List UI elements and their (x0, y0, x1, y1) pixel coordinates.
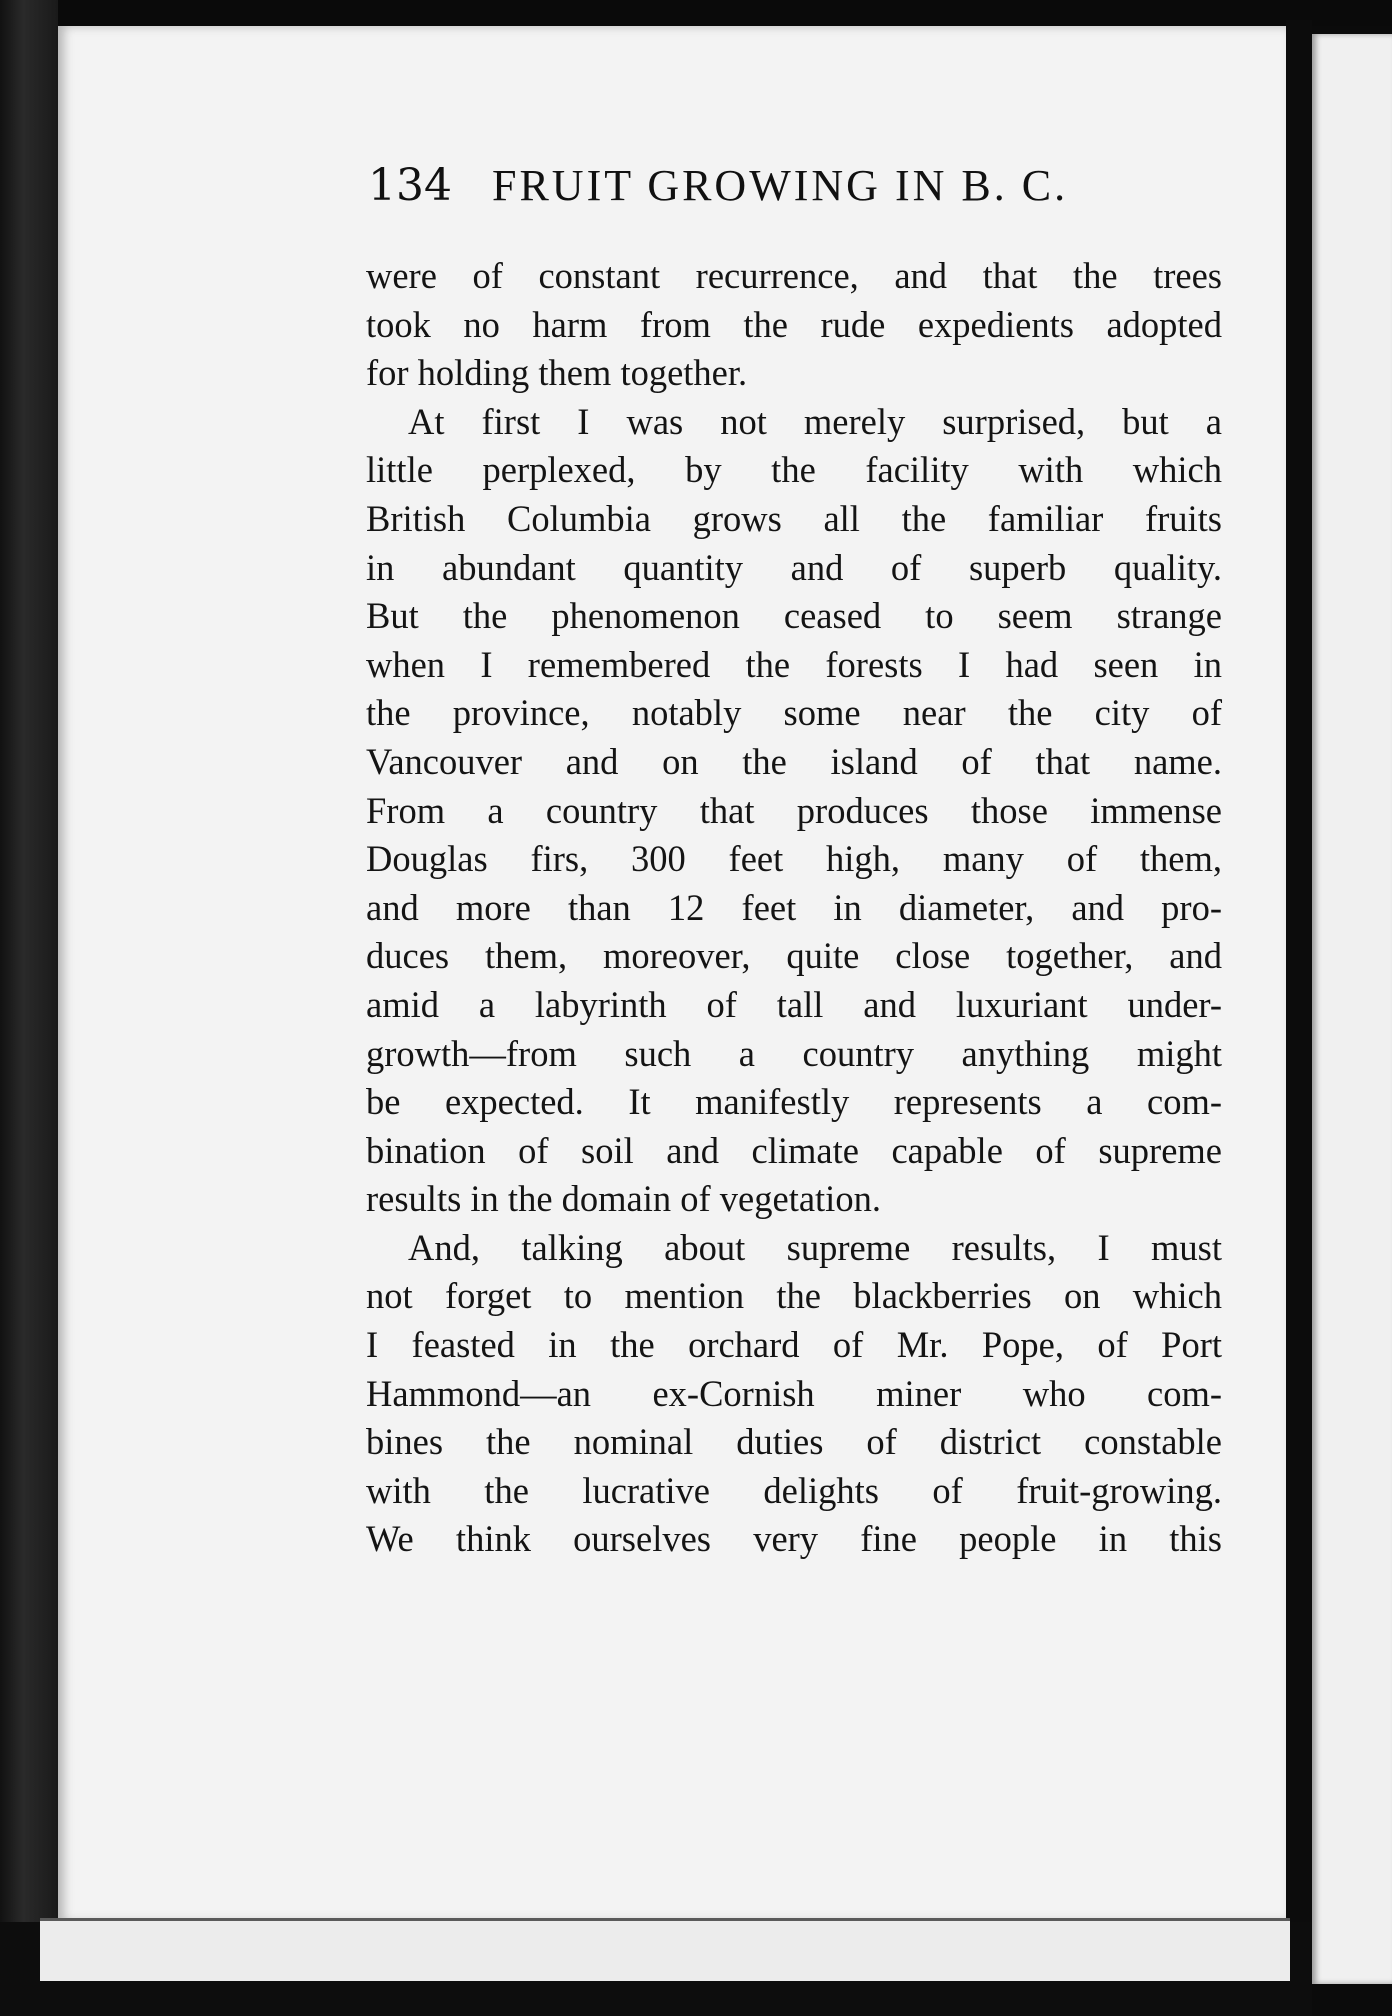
text-line: were of constant recurrence, and that the trees (366, 255, 1222, 296)
text-line: and more than 12 feet in diameter, and pro- (366, 886, 1222, 928)
text-line: We think ourselves very fine people in this (366, 1518, 1222, 1560)
text-line: bines the nominal duties of district constable (366, 1421, 1222, 1463)
running-title: FRUIT GROWING IN B. C. (491, 161, 1069, 210)
page-bottom-fold (40, 1918, 1290, 1981)
body-text (366, 252, 1222, 1564)
text-line: results in the domain of vegetation. (366, 1178, 881, 1220)
text-line: Vancouver and on the island of that name. (366, 740, 1222, 782)
book-left-edge (0, 0, 58, 2016)
running-header (368, 160, 1128, 211)
text-line: took no harm from the rude expedients adopted (366, 303, 1222, 345)
text-line: amid a labyrinth of tall and luxuriant under- (366, 983, 1222, 1025)
text-line: little perplexed, by the facility with which (366, 449, 1222, 491)
text-line: But the phenomenon ceased to seem strange (366, 595, 1222, 637)
scan-top-edge (0, 0, 1392, 26)
text-line: At first I was not merely surprised, but a (408, 400, 1222, 442)
text-line: And, talking about supreme results, I must (408, 1226, 1222, 1268)
text-line: not forget to mention the blackberries on which (366, 1275, 1222, 1317)
text-line: for holding them together. (366, 352, 748, 394)
text-line: Hammond—an ex-Cornish miner who com- (366, 1372, 1222, 1414)
text-line: From a country that produces those immense (366, 789, 1222, 831)
text-line: duces them, moreover, quite close together, and (366, 935, 1222, 977)
text-line: bination of soil and climate capable of supreme (366, 1129, 1222, 1171)
text-line: with the lucrative delights of fruit-growing. (366, 1469, 1222, 1511)
text-line: I feasted in the orchard of Mr. Pope, of Port (366, 1324, 1222, 1366)
page-number: 134 (368, 160, 452, 211)
text-line: growth—from such a country anything might (366, 1032, 1222, 1074)
text-line: when I remembered the forests I had seen in (366, 643, 1222, 685)
adjacent-page-edge (1312, 34, 1392, 1984)
text-line: in abundant quantity and of superb quality. (366, 546, 1222, 588)
text-line: Douglas firs, 300 feet high, many of them, (366, 838, 1222, 880)
text-line: British Columbia grows all the familiar fruits (366, 497, 1222, 539)
text-line: the province, notably some near the city of (366, 692, 1222, 734)
book-gutter (1286, 20, 1312, 2000)
text-line: be expected. It manifestly represents a com- (366, 1081, 1222, 1123)
